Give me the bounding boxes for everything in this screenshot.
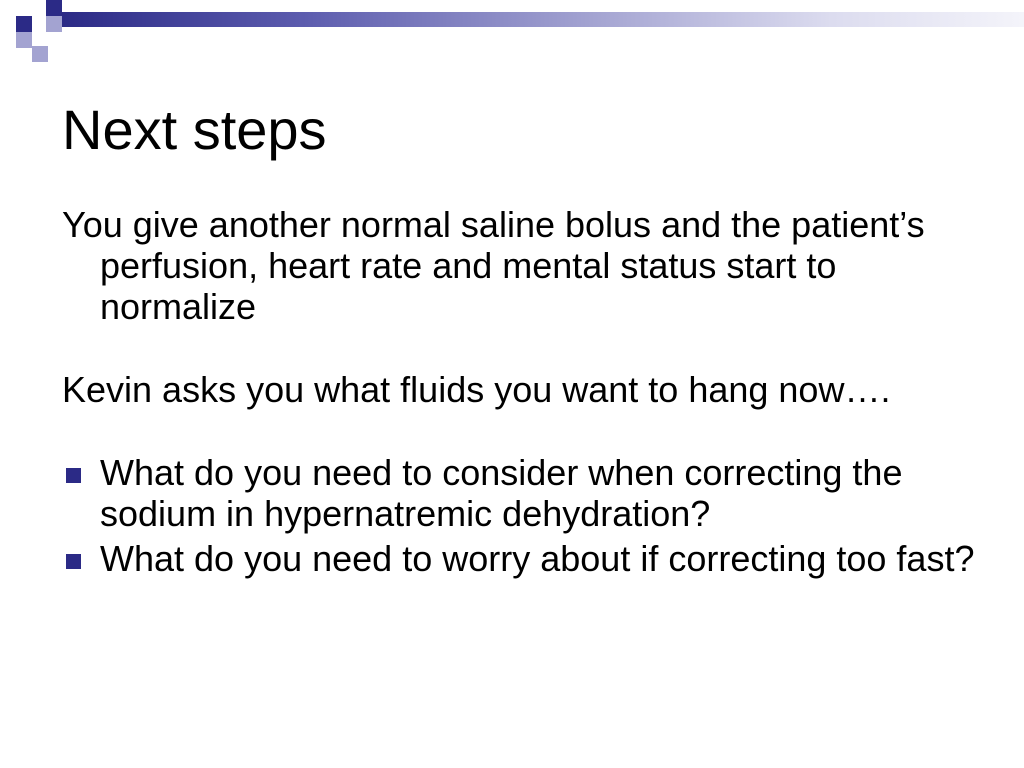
slide-body <box>62 204 982 583</box>
square-dark <box>16 16 32 32</box>
square-bullet-icon <box>66 554 81 569</box>
square-light <box>32 46 48 62</box>
bullet-text: What do you need to consider when correcting the sodium in hypernatremic dehydration? <box>100 452 903 534</box>
header-gradient-bar <box>62 12 1024 27</box>
question-list <box>62 452 982 579</box>
square-light <box>46 16 62 32</box>
paragraph-fluids-question: Kevin asks you what fluids you want to hang now…. <box>62 369 891 410</box>
slide-title: Next steps <box>62 98 327 161</box>
paragraph-bolus: You give another normal saline bolus and the patient’s perfusion, heart rate and mental status start to normalize <box>62 204 925 327</box>
list-item <box>62 452 982 534</box>
list-item <box>62 538 982 579</box>
corner-squares-decoration <box>0 0 64 64</box>
square-dark <box>46 0 62 16</box>
bullet-text: What do you need to worry about if correcting too fast? <box>100 538 975 579</box>
square-bullet-icon <box>66 468 81 483</box>
square-light <box>16 32 32 48</box>
